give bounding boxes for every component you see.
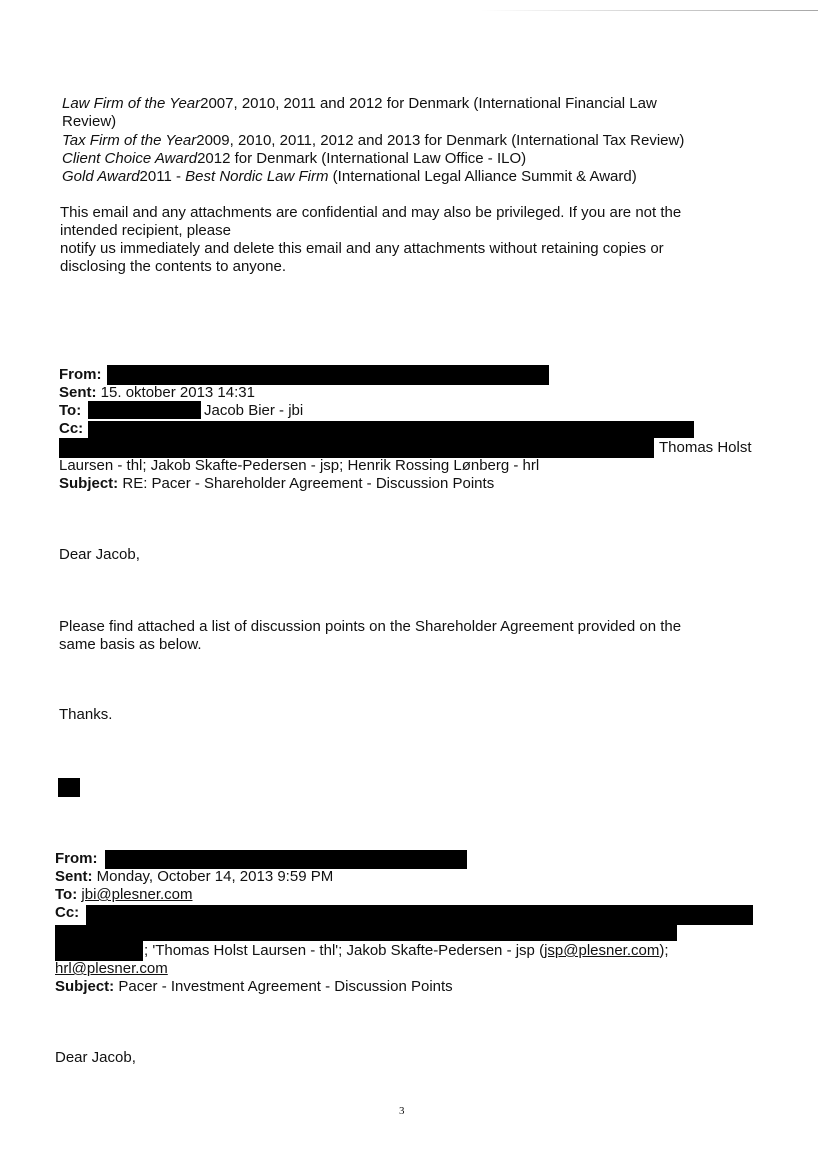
scan-artifact-line — [480, 10, 818, 11]
email2-subject-label: Subject: — [55, 978, 115, 995]
award-line-1-cont — [62, 113, 116, 131]
redaction-block — [59, 438, 654, 458]
email2-cc-label: Cc: — [55, 904, 80, 921]
email2-subject-line — [55, 978, 453, 996]
redaction-block-signature — [58, 778, 80, 797]
email1-subject-line — [59, 475, 494, 493]
award-text-cont: Review) — [62, 113, 117, 130]
email2-to-line — [55, 886, 193, 904]
email1-sent-label: Sent: — [59, 384, 97, 401]
email1-greeting: Dear Jacob, — [59, 546, 140, 563]
redaction-block — [55, 941, 143, 961]
email1-to-label: To: — [59, 402, 82, 419]
award-text: 2012 for Denmark (International Law Office - ILO) — [197, 150, 527, 167]
email1-cc-tail: Thomas Holst — [659, 439, 752, 456]
email1-to-value: Jacob Bier - jbi — [204, 402, 304, 419]
email2-from-label: From: — [55, 850, 98, 867]
award-text: 2007, 2010, 2011 and 2012 for Denmark (International Financial Law — [200, 95, 657, 112]
award-name: Gold Award — [62, 168, 140, 185]
award-name: Client Choice Award — [62, 150, 198, 167]
page-number: 3 — [399, 1105, 405, 1117]
email2-sent-label: Sent: — [55, 868, 93, 885]
award-name: Tax Firm of the Year — [62, 132, 197, 149]
email1-closing: Thanks. — [59, 706, 113, 723]
email2-cc-text: ; 'Thomas Holst Laursen - thl'; Jakob Skafte-Pedersen - jsp ( — [144, 942, 545, 959]
disclaimer-line-1: This email and any attachments are confidential and may also be privileged. If you are not the — [60, 204, 682, 221]
award-line-1 — [62, 95, 657, 113]
email2-cc-link-2[interactable]: hrl@plesner.com — [55, 960, 168, 977]
email2-cc-link[interactable]: jsp@plesner.com — [544, 942, 660, 959]
email1-subject-value: RE: Pacer - Shareholder Agreement - Discussion Points — [122, 475, 495, 492]
award-line-4 — [62, 168, 637, 186]
redaction-block — [86, 905, 753, 925]
redaction-block — [88, 421, 694, 438]
disclaimer-line-2: intended recipient, please — [60, 222, 231, 239]
email1-body-line-2: same basis as below. — [59, 636, 202, 653]
email2-to-label: To: — [55, 886, 78, 903]
email2-sent-line — [55, 868, 333, 886]
award-text: 2009, 2010, 2011, 2012 and 2013 for Denmark (International Tax Review) — [196, 132, 685, 149]
email1-cc-line2: Laursen - thl; Jakob Skafte-Pedersen - jsp; Henrik Rossing Lønberg - hrl — [59, 457, 540, 474]
award-text-secondary: (International Legal Alliance Summit & Award) — [328, 168, 637, 185]
disclaimer-line-3: notify us immediately and delete this email and any attachments without retaining copies or — [60, 240, 664, 257]
email1-subject-label: Subject: — [59, 475, 119, 492]
email1-from-label: From: — [59, 366, 102, 383]
redaction-block — [105, 850, 467, 869]
email1-body-line-1: Please find attached a list of discussion points on the Shareholder Agreement provided on the — [59, 618, 682, 635]
redaction-block — [107, 365, 549, 385]
email2-subject-value: Pacer - Investment Agreement - Discussion Points — [118, 978, 453, 995]
email2-greeting: Dear Jacob, — [55, 1049, 136, 1066]
award-name: Law Firm of the Year — [62, 95, 201, 112]
award-name-secondary: Best Nordic Law Firm — [185, 168, 329, 185]
redaction-block — [88, 401, 201, 419]
email2-to-link[interactable]: jbi@plesner.com — [81, 886, 193, 903]
award-line-2 — [62, 132, 684, 150]
email2-sent-value: Monday, October 14, 2013 9:59 PM — [96, 868, 334, 885]
email2-cc-text-end: ); — [659, 942, 669, 959]
redaction-block — [55, 925, 677, 941]
award-text: 2011 - — [139, 168, 186, 185]
disclaimer-line-4: disclosing the contents to anyone. — [60, 258, 286, 275]
email2-cc-line — [144, 942, 669, 960]
email1-sent-line — [59, 384, 255, 402]
email1-cc-label: Cc: — [59, 420, 84, 437]
email1-sent-value: 15. oktober 2013 14:31 — [100, 384, 255, 401]
award-line-3 — [62, 150, 526, 168]
